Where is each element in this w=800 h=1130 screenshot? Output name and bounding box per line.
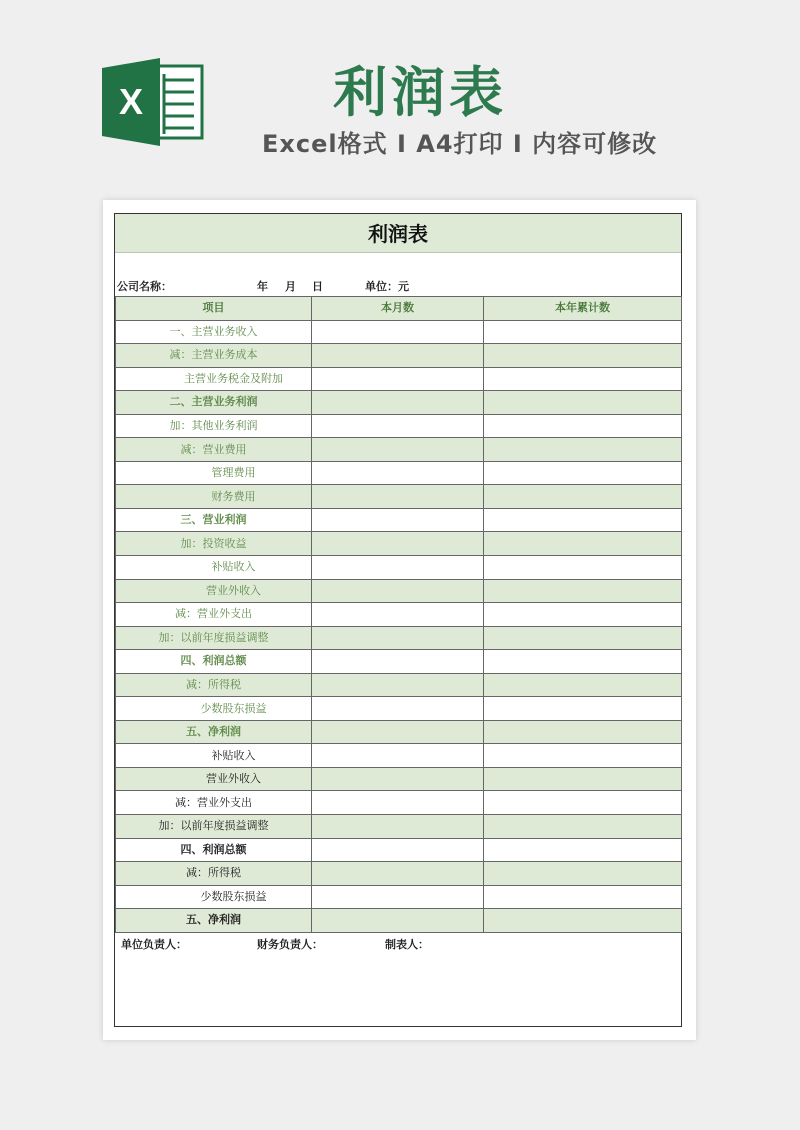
- table-row: [116, 744, 682, 768]
- row-item-label: 营业外收入: [116, 767, 312, 791]
- row-ytd-cell[interactable]: [484, 673, 682, 697]
- row-ytd-cell[interactable]: [484, 320, 682, 344]
- page-subtitle: Excel格式 I A4打印 I 内容可修改: [262, 130, 658, 158]
- row-month-cell[interactable]: [312, 556, 484, 580]
- row-item-label: 四、利润总额: [116, 650, 312, 674]
- table-row: [116, 367, 682, 391]
- row-item-label: 减：营业费用: [116, 438, 312, 462]
- row-ytd-cell[interactable]: [484, 791, 682, 815]
- row-month-cell[interactable]: [312, 767, 484, 791]
- table-row: [116, 414, 682, 438]
- row-month-cell[interactable]: [312, 508, 484, 532]
- unit-label: 单位：元: [365, 280, 409, 293]
- row-item-label: 四、利润总额: [116, 838, 312, 862]
- row-ytd-cell[interactable]: [484, 414, 682, 438]
- row-ytd-cell[interactable]: [484, 579, 682, 603]
- row-item-label: 加：投资收益: [116, 532, 312, 556]
- row-item-label: 补贴收入: [116, 744, 312, 768]
- row-month-cell[interactable]: [312, 320, 484, 344]
- excel-logo-icon: [102, 58, 204, 146]
- row-item-label: 减：主营业务成本: [116, 344, 312, 368]
- row-ytd-cell[interactable]: [484, 744, 682, 768]
- row-item-label: 减：营业外支出: [116, 603, 312, 627]
- row-item-label: 加：以前年度损益调整: [116, 626, 312, 650]
- row-item-label: 一、主营业务收入: [116, 320, 312, 344]
- hero-banner: [0, 0, 800, 200]
- row-ytd-cell[interactable]: [484, 909, 682, 933]
- table-row: [116, 532, 682, 556]
- table-row: [116, 767, 682, 791]
- month-label: 月: [285, 280, 296, 293]
- row-item-label: 二、主营业务利润: [116, 391, 312, 415]
- row-item-label: 财务费用: [116, 485, 312, 509]
- row-item-label: 补贴收入: [116, 556, 312, 580]
- table-row: [116, 626, 682, 650]
- svg-text:X: X: [118, 81, 144, 122]
- row-month-cell[interactable]: [312, 673, 484, 697]
- table-row: [116, 579, 682, 603]
- row-ytd-cell[interactable]: [484, 508, 682, 532]
- row-ytd-cell[interactable]: [484, 815, 682, 839]
- table-row: [116, 344, 682, 368]
- preparer-label: 制表人：: [385, 938, 429, 951]
- row-item-label: 主营业务税金及附加: [116, 367, 312, 391]
- document-paper: [103, 200, 696, 1040]
- row-ytd-cell[interactable]: [484, 556, 682, 580]
- row-month-cell[interactable]: [312, 532, 484, 556]
- row-month-cell[interactable]: [312, 367, 484, 391]
- company-name-label: 公司名称：: [117, 280, 172, 293]
- row-month-cell[interactable]: [312, 438, 484, 462]
- table-row: [116, 485, 682, 509]
- table-row: [116, 862, 682, 886]
- row-item-label: 减：营业外支出: [116, 791, 312, 815]
- row-month-cell[interactable]: [312, 838, 484, 862]
- row-month-cell[interactable]: [312, 791, 484, 815]
- row-month-cell[interactable]: [312, 414, 484, 438]
- row-month-cell[interactable]: [312, 579, 484, 603]
- row-ytd-cell[interactable]: [484, 532, 682, 556]
- row-month-cell[interactable]: [312, 603, 484, 627]
- row-month-cell[interactable]: [312, 862, 484, 886]
- table-row: [116, 556, 682, 580]
- row-item-label: 加：其他业务利润: [116, 414, 312, 438]
- row-item-label: 管理费用: [116, 461, 312, 485]
- row-month-cell[interactable]: [312, 626, 484, 650]
- row-item-label: 减：所得税: [116, 673, 312, 697]
- row-ytd-cell[interactable]: [484, 838, 682, 862]
- row-ytd-cell[interactable]: [484, 862, 682, 886]
- row-ytd-cell[interactable]: [484, 885, 682, 909]
- row-ytd-cell[interactable]: [484, 344, 682, 368]
- row-month-cell[interactable]: [312, 391, 484, 415]
- row-item-label: 少数股东损益: [116, 697, 312, 721]
- row-item-label: 加：以前年度损益调整: [116, 815, 312, 839]
- row-ytd-cell[interactable]: [484, 438, 682, 462]
- row-month-cell[interactable]: [312, 697, 484, 721]
- row-ytd-cell[interactable]: [484, 697, 682, 721]
- column-header-item: 项目: [116, 297, 312, 321]
- table-row: [116, 673, 682, 697]
- row-ytd-cell[interactable]: [484, 767, 682, 791]
- unit-head-label: 单位负责人：: [121, 938, 187, 951]
- row-ytd-cell[interactable]: [484, 391, 682, 415]
- signature-row: [115, 932, 681, 952]
- row-item-label: 减：所得税: [116, 862, 312, 886]
- table-row: [116, 461, 682, 485]
- column-header-ytd: 本年累计数: [484, 297, 682, 321]
- row-month-cell[interactable]: [312, 720, 484, 744]
- row-ytd-cell[interactable]: [484, 367, 682, 391]
- income-statement-sheet: [114, 213, 682, 1027]
- row-month-cell[interactable]: [312, 909, 484, 933]
- row-item-label: 营业外收入: [116, 579, 312, 603]
- column-header-month: 本月数: [312, 297, 484, 321]
- day-label: 日: [312, 280, 323, 293]
- row-ytd-cell[interactable]: [484, 720, 682, 744]
- sheet-title: 利润表: [115, 214, 681, 253]
- table-row: [116, 603, 682, 627]
- table-row: [116, 320, 682, 344]
- table-row: [116, 697, 682, 721]
- table-row: [116, 909, 682, 933]
- table-row: [116, 885, 682, 909]
- row-month-cell[interactable]: [312, 744, 484, 768]
- row-ytd-cell[interactable]: [484, 650, 682, 674]
- row-month-cell[interactable]: [312, 485, 484, 509]
- table-row: [116, 791, 682, 815]
- row-ytd-cell[interactable]: [484, 485, 682, 509]
- table-row: [116, 838, 682, 862]
- row-item-label: 少数股东损益: [116, 885, 312, 909]
- table-row: [116, 815, 682, 839]
- row-ytd-cell[interactable]: [484, 626, 682, 650]
- row-month-cell[interactable]: [312, 344, 484, 368]
- row-item-label: 五、净利润: [116, 909, 312, 933]
- row-month-cell[interactable]: [312, 815, 484, 839]
- row-month-cell[interactable]: [312, 650, 484, 674]
- income-table: [115, 296, 682, 933]
- table-row: [116, 438, 682, 462]
- table-row: [116, 508, 682, 532]
- table-row: [116, 650, 682, 674]
- meta-row: [115, 276, 681, 296]
- table-header-row: [116, 297, 682, 321]
- table-row: [116, 720, 682, 744]
- table-row: [116, 391, 682, 415]
- finance-head-label: 财务负责人：: [257, 938, 323, 951]
- row-item-label: 五、净利润: [116, 720, 312, 744]
- row-month-cell[interactable]: [312, 461, 484, 485]
- row-ytd-cell[interactable]: [484, 461, 682, 485]
- row-ytd-cell[interactable]: [484, 603, 682, 627]
- year-label: 年: [257, 280, 268, 293]
- page-title: 利润表: [333, 61, 507, 124]
- row-month-cell[interactable]: [312, 885, 484, 909]
- row-item-label: 三、营业利润: [116, 508, 312, 532]
